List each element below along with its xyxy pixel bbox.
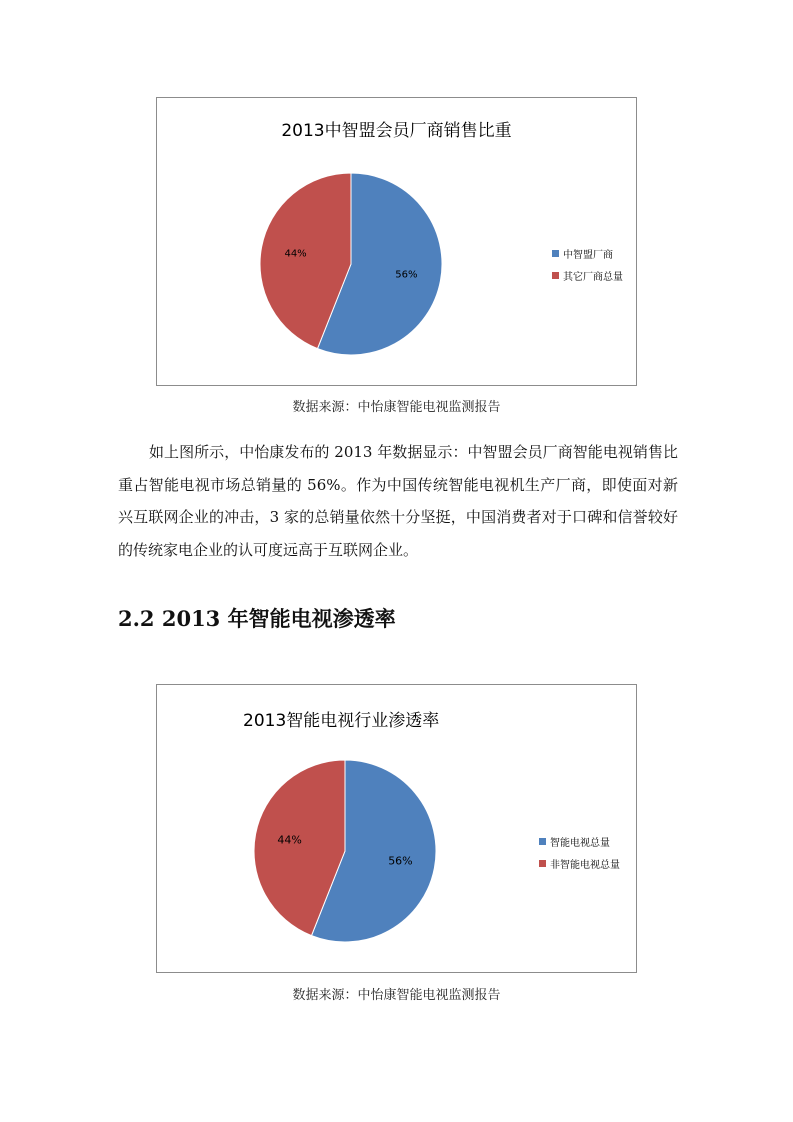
- pie-data-label: 44%: [284, 248, 307, 260]
- legend-label: 智能电视总量: [550, 837, 610, 849]
- chart-1: [156, 97, 637, 386]
- legend-label: 其它厂商总量: [563, 271, 623, 283]
- paragraph-text: 如上图所示，中怡康发布的 2013 年数据显示：中智盟会员厂商智能电视销售比重占智能电视市场总销量的 56%。作为中国传统智能电视机生产厂商，即使面对新兴互联网企业的冲击，3 家的总销量依然十分坚挺，中国消费者对于口碑和信誉较好的传统家电企业的认可度远高于互联网企业。: [118, 443, 678, 559]
- legend-item: [539, 852, 620, 874]
- section-heading: 2.2 2013 年智能电视渗透率: [118, 606, 396, 631]
- legend-swatch: [552, 272, 559, 279]
- legend-item: [552, 242, 623, 264]
- body-paragraph: [118, 436, 678, 566]
- pie-data-label: 56%: [395, 269, 418, 281]
- chart-2-caption: 数据来源：中怡康智能电视监测报告: [292, 988, 501, 1003]
- legend-label: 非智能电视总量: [550, 859, 620, 871]
- pie-data-label: 44%: [277, 833, 302, 847]
- legend-swatch: [539, 860, 546, 867]
- pie-data-label: 56%: [388, 854, 413, 868]
- chart-1-caption: 数据来源：中怡康智能电视监测报告: [292, 400, 501, 415]
- legend-swatch: [539, 838, 546, 845]
- chart-2: [156, 684, 637, 973]
- chart-1-legend: [552, 242, 623, 286]
- chart-2-legend: [539, 830, 620, 874]
- legend-item: [552, 264, 623, 286]
- chart-2-pie: [157, 685, 636, 972]
- chart-1-title: 2013中智盟会员厂商销售比重: [281, 121, 512, 141]
- legend-item: [539, 830, 620, 852]
- chart-2-title: 2013智能电视行业渗透率: [243, 711, 440, 731]
- legend-label: 中智盟厂商: [563, 249, 613, 261]
- legend-swatch: [552, 250, 559, 257]
